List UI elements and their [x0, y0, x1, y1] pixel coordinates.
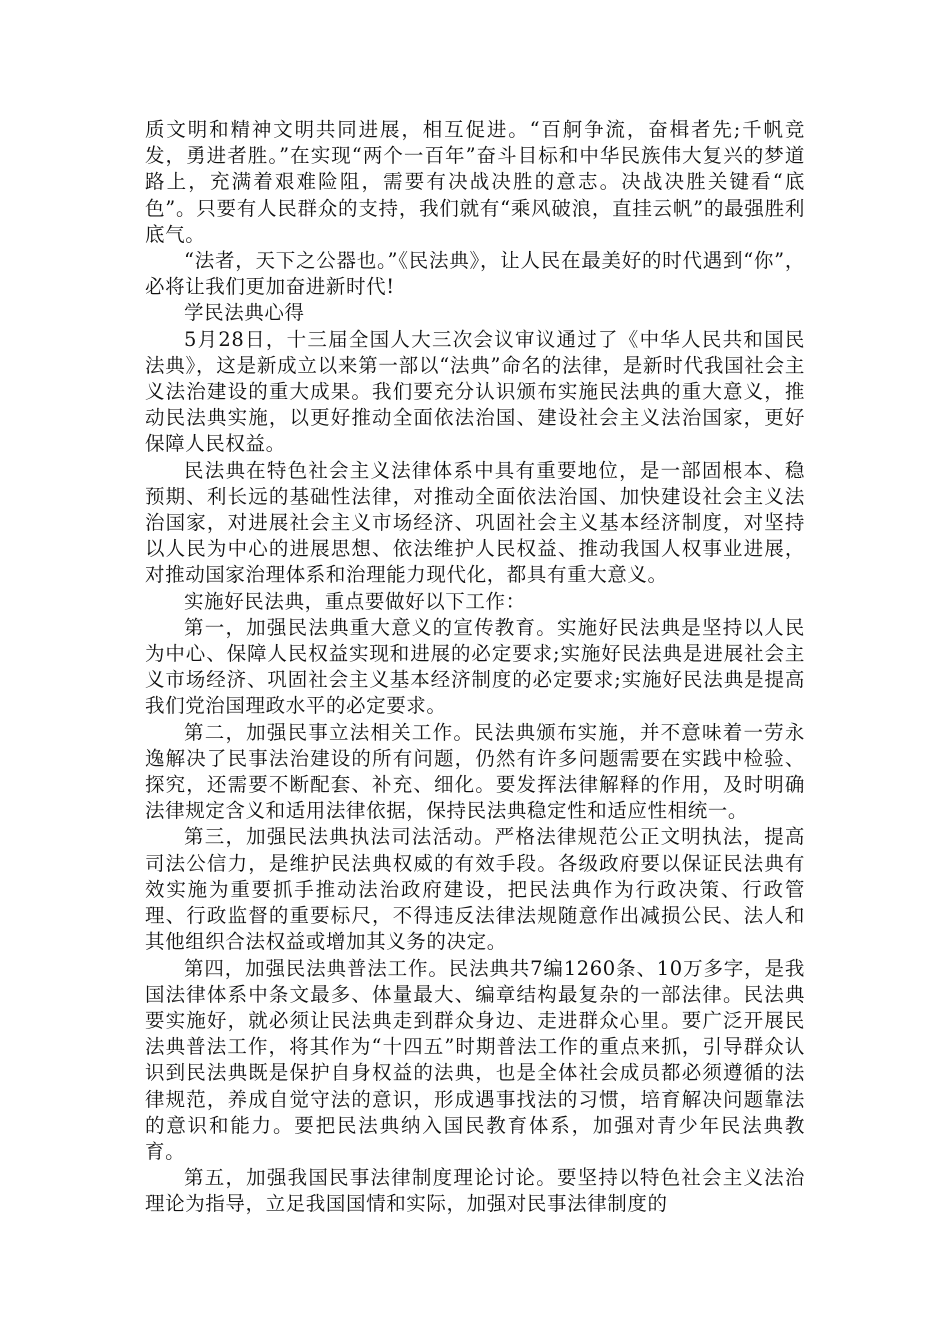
paragraph-continued: 质文明和精神文明共同进展，相互促进。“百舸争流，奋楫者先;千帆竞发，勇进者胜。”在实现“两个一百年”奋斗目标和中华民族伟大复兴的梦道路上，充满着艰难险阻，需要有决战决胜的意志。决战决胜关键看“底色”。只要有人民群众的支持，我们就有“乘风破浪，直挂云帆”的最强胜利底气。	[145, 118, 805, 246]
paragraph: 第二，加强民事立法相关工作。民法典颁布实施，并不意味着一劳永逸解决了民事法治建设的所有问题，仍然有许多问题需要在实践中检验、探究，还需要不断配套、补充、细化。要发挥法律解释的作用，及时明确法律规定含义和适用法律依据，保持民法典稳定性和适应性相统一。	[145, 720, 805, 823]
paragraph: 第一，加强民法典重大意义的宣传教育。实施好民法典是坚持以人民为中心、保障人民权益实现和进展的必定要求;实施好民法典是进展社会主义市场经济、巩固社会主义基本经济制度的必定要求;实施好民法典是提高我们党治国理政水平的必定要求。	[145, 615, 805, 718]
paragraph: 民法典在特色社会主义法律体系中具有重要地位，是一部固根本、稳预期、利长远的基础性法律，对推动全面依法治国、加快建设社会主义法治国家，对进展社会主义市场经济、巩固社会主义基本经济制度，对坚持以人民为中心的进展思想、依法维护人民权益、推动我国人权事业进展，对推动国家治理体系和治理能力现代化，都具有重大意义。	[145, 458, 805, 587]
section-heading: 学民法典心得	[184, 301, 305, 325]
paragraph: 第三，加强民法典执法司法活动。严格法律规范公正文明执法，提高司法公信力，是维护民法典权威的有效手段。各级政府要以保证民法典有效实施为重要抓手推动法治政府建设，把民法典作为行政决策、行政管理、行政监督的重要标尺，不得违反法律法规随意作出减损公民、法人和其他组织合法权益或增加其义务的决定。	[145, 825, 805, 954]
paragraph: “法者，天下之公器也。”《民法典》，让人民在最美好的时代遇到“你”，必将让我们更加奋进新时代!	[145, 249, 805, 299]
document-page	[145, 117, 805, 1218]
paragraph: 第四，加强民法典普法工作。民法典共7编1260条、10万多字，是我国法律体系中条文最多、体量最大、编章结构最复杂的一部法律。民法典要实施好，就必须让民法典走到群众身边、走进群众心里。要广泛开展民法典普法工作，将其作为“十四五”时期普法工作的重点来抓，引导群众认识到民法典既是保护自身权益的法典，也是全体社会成员都必须遵循的法律规范，养成自觉守法的意识，形成遇事找法的习惯，培育解决问题靠法的意识和能力。要把民法典纳入国民教育体系，加强对青少年民法典教育。	[145, 956, 805, 1163]
paragraph: 5月28日，十三届全国人大三次会议审议通过了《中华人民共和国民法典》，这是新成立以来第一部以“法典”命名的法律，是新时代我国社会主义法治建设的重大成果。我们要充分认识颁布实施民法典的重大意义，推动民法典实施，以更好推动全面依法治国、建设社会主义法治国家，更好保障人民权益。	[145, 327, 805, 456]
paragraph: 实施好民法典，重点要做好以下工作：	[184, 589, 526, 613]
paragraph: 第五，加强我国民事法律制度理论讨论。要坚持以特色社会主义法治理论为指导，立足我国国情和实际，加强对民事法律制度的	[145, 1166, 805, 1216]
